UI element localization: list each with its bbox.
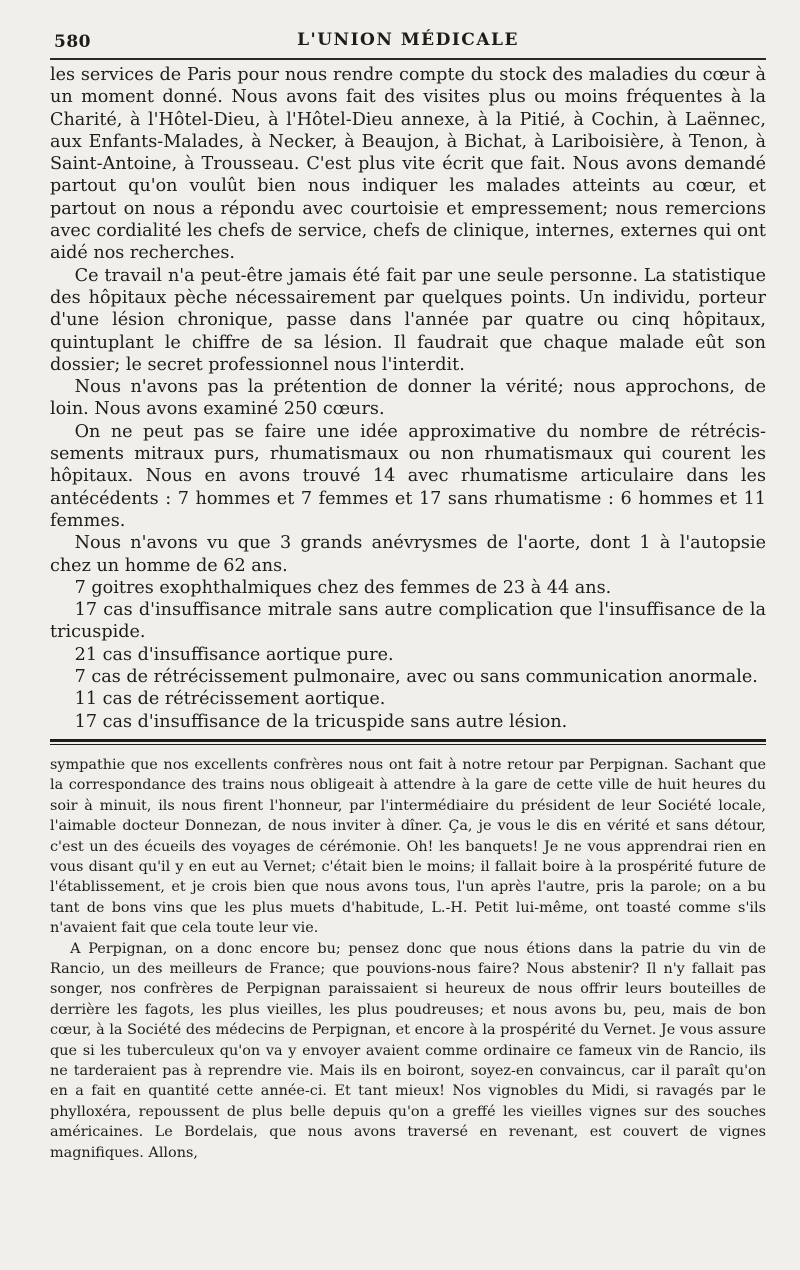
paragraph: 11 cas de rétrécissement aortique. [74,689,386,710]
paragraph: 17 cas d'insuffisance mitrale sans autre complication que l'insuffisance de la tricuspide. [50,600,766,643]
running-title: L'UNION MÉDICALE [297,30,519,50]
header-rule [50,58,766,60]
paragraph: 21 cas d'insuffisance aortique pure. [74,644,394,665]
paragraph: Ce travail n'a peut-être jamais été fait par une seule personne. La statistique des hôpitaux pèche nécessairement par quelques points. Un individu, porteur d'une lésion chronique, passe dans l'année par quatre ou cinq hôpitaux, quintuplant le chiffre de sa lésion. Il faudrait que chaque malade eût son dossier; le secret professionnel nous l'interdit. [50,265,766,375]
page-number: 580 [54,32,91,52]
feuilleton-paragraph: sympathie que nos excellents confrères nous ont fait à notre retour par Perpignan. Sachant que la correspondance des trains nous obligeait à attendre à la gare de cette ville de huit heures du soir à minuit, ils nous firent l'honneur, par l'intermédiaire du président de leur Société locale, l'aimable docteur Donnezan, de nous inviter à dîner. Ça, je vous le dis en vérité et sans détour, c'est un des écueils des voyages de cérémonie. Oh! les banquets! Je ne vous apprendrai rien en vous disant qu'il y en eut au Vernet; c'était bien le moins; il fallait boire à la prospérité future de l'établissement, et je crois bien que nous avons tous, l'un après l'autre, pris la parole; on a bu tant de bons vins que les plus muets d'habitude, L.-H. Petit lui-même, ont toasté comme s'ils n'avaient fait que cela toute leur vie. [50,756,766,937]
feuilleton-paragraph: A Perpignan, on a donc encore bu; pensez donc que nous étions dans la patrie du vin de Rancio, un des meilleurs de France; que pouvions-nous faire? Nous abstenir? Il n'y fallait pas songer, nos confrères de Perpignan paraissaient si heureux de nous offrir leurs bouteilles de derrière les fagots, les plus vieilles, les plus poudreuses; et nous avons bu, peu, mais de bon cœur, à la Société des médecins de Perpignan, et encore à la prospérité du Vernet. Je vous assure que si les tuberculeux qu'on va y envoyer avaient comme ordinaire ce fameux vin de Rancio, ils ne tarderaient pas à reprendre vie. Mais ils en boiront, soyez-en convaincus, car il paraît qu'on en a fait en quantité cette année-ci. Et tant mieux! Nos vignobles du Midi, si ravagés par le phylloxéra, repoussent de plus belle depuis qu'on a greffé les vieilles vignes sur des souches américaines. Le Bordelais, que nous avons traversé en revenant, est couvert de vignes magnifiques. Allons, [50,940,766,1161]
paragraph: 7 cas de rétrécissement pulmonaire, avec ou sans communication anormale. [74,667,758,688]
paragraph: Nous n'avons vu que 3 grands anévrysmes de l'aorte, dont 1 à l'autopsie chez un homme de 62 ans. [50,533,766,576]
paragraph: 17 cas d'insuffisance de la tricuspide sans autre lésion. [74,711,568,732]
paragraph: Nous n'avons pas la prétention de donner la vérité; nous approchons, de loin. Nous avons examiné 250 cœurs. [50,377,766,420]
main-article-text [50,64,766,733]
paragraph: 7 goitres exophthalmiques chez des femmes de 23 à 44 ans. [74,577,612,598]
paragraph: On ne peut pas se faire une idée approximative du nombre de rétrécissements mitraux purs, rhumatismaux ou non rhumatismaux qui courent les hôpitaux. Nous en avons trouvé 14 avec rhumatisme articulaire dans les antécédents : 7 hommes et 7 femmes et 17 sans rhumatisme : 6 hommes et 11 femmes. [50,421,766,531]
page-header [50,26,766,56]
paragraph: les services de Paris pour nous rendre compte du stock des maladies du cœur à un moment donné. Nous avons fait des visites plus ou moins fréquentes à la Charité, à l'Hôtel-Dieu, à l'Hôtel-Dieu annexe, à la Pitié, à Cochin, à Laënnec, aux Enfants-Malades, à Necker, à Beaujon, à Bichat, à Lariboisière, à Tenon, à Saint-Antoine, à Trousseau. C'est plus vite écrit que fait. Nous avons demandé partout qu'on voulût bien nous indiquer les malades atteints au cœur, et partout on nous a répondu avec courtoisie et empressement; nous remercions avec cordialité les chefs de service, chefs de clinique, internes, externes qui ont aidé nos recherches. [50,65,766,264]
feuilleton-text [50,755,766,1163]
feuilleton-separator [50,739,766,745]
